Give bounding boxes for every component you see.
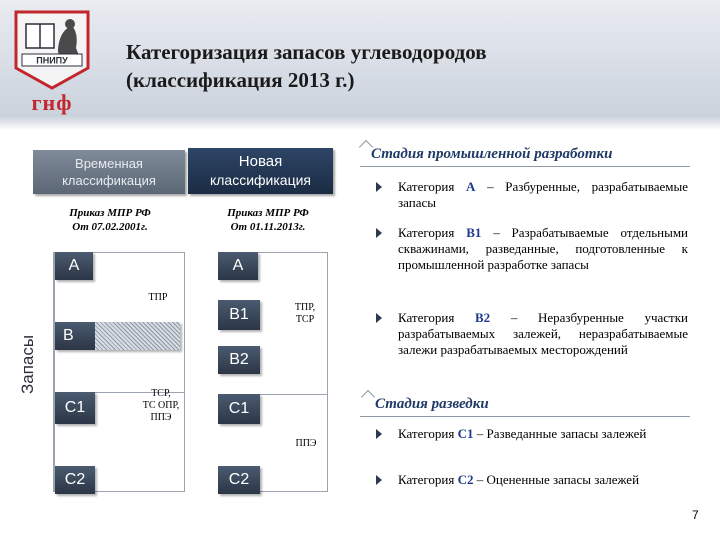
faculty-abbreviation: гнф — [31, 90, 73, 115]
bullet-arrow-icon — [376, 313, 382, 323]
reserves-axis-label: Запасы — [18, 334, 37, 394]
new-category-b2: В2 — [218, 346, 260, 374]
old-order-line-2: От 07.02.2001г. — [72, 221, 148, 233]
new-category-c1: С1 — [218, 394, 260, 424]
new-header-line-2: классификация — [209, 172, 312, 188]
title-line-1: Категоризация запасов углеводородов — [126, 40, 487, 64]
new-order-line-1: Приказ МПР РФ — [227, 207, 309, 219]
old-label-tsr-1: ТСР, — [151, 388, 171, 399]
old-label-tpr: ТПР — [148, 292, 168, 303]
bullet-category-b1: Категория В1 – Разрабатываемые отдельными скважинами, разведанные, подготовленные к промышленной разработке запасы — [376, 225, 688, 273]
old-label-tsr-3: ППЭ — [150, 412, 172, 423]
new-category-c2: С2 — [218, 466, 260, 494]
slide-title — [126, 38, 686, 94]
old-category-c2: С2 — [55, 466, 95, 494]
exploration-stage-title: Стадия разведки — [375, 396, 489, 412]
old-category-a: А — [55, 252, 93, 280]
university-logo — [8, 8, 96, 120]
new-category-a: А — [218, 252, 258, 280]
page-number: 7 — [692, 508, 699, 522]
new-label-tpr-2: ТСР — [295, 314, 315, 325]
bullet-category-b2: Категория В2 – Неразбуренные участки разрабатываемых залежей, неразрабатываемые залежи разрабатываемых месторождений — [376, 310, 688, 358]
development-stage-underline — [360, 166, 690, 167]
bullet-arrow-icon — [376, 228, 382, 238]
bullet-category-c1: Категория С1 – Разведанные запасы залежей — [376, 426, 688, 442]
old-label-tsr-2: ТС ОПР, — [142, 400, 180, 411]
new-header-line-1: Новая — [238, 153, 283, 170]
exploration-stage-underline — [360, 416, 690, 417]
category-b-hatch-overlay — [95, 322, 180, 350]
bullet-arrow-icon — [376, 475, 382, 485]
old-header-line-1: Временная — [75, 156, 143, 171]
old-header-line-2: классификация — [62, 173, 156, 188]
new-order-reference — [198, 206, 338, 234]
old-label-tsr — [118, 388, 204, 424]
new-divider-line — [260, 394, 328, 395]
old-category-c1: С1 — [55, 392, 95, 424]
bullet-category-a: Категория А – Разбуренные, разрабатываемые запасы — [376, 179, 688, 211]
new-label-tpr-1: ТПР, — [294, 302, 316, 313]
new-classification-header — [188, 148, 333, 194]
bullet-category-c2: Категория С2 – Оцененные запасы залежей — [376, 472, 688, 488]
new-label-tpr — [282, 302, 328, 326]
svg-text:ПНИПУ: ПНИПУ — [36, 55, 68, 66]
logo-emblem-icon — [8, 8, 96, 92]
old-order-reference — [40, 206, 180, 234]
title-line-2: (классификация 2013 г.) — [126, 68, 355, 92]
exploration-stage-corner — [361, 390, 375, 404]
old-classification-header — [33, 150, 185, 194]
development-stage-title: Стадия промышленной разработки — [371, 146, 613, 162]
old-category-b-label: В — [63, 327, 74, 344]
bullet-arrow-icon — [376, 429, 382, 439]
old-order-line-1: Приказ МПР РФ — [69, 207, 151, 219]
old-classification-frame — [55, 252, 185, 492]
new-order-line-2: От 01.11.2013г. — [230, 221, 306, 233]
bullet-arrow-icon — [376, 182, 382, 192]
new-label-ppe: ППЭ — [295, 438, 317, 449]
new-category-b1: В1 — [218, 300, 260, 330]
